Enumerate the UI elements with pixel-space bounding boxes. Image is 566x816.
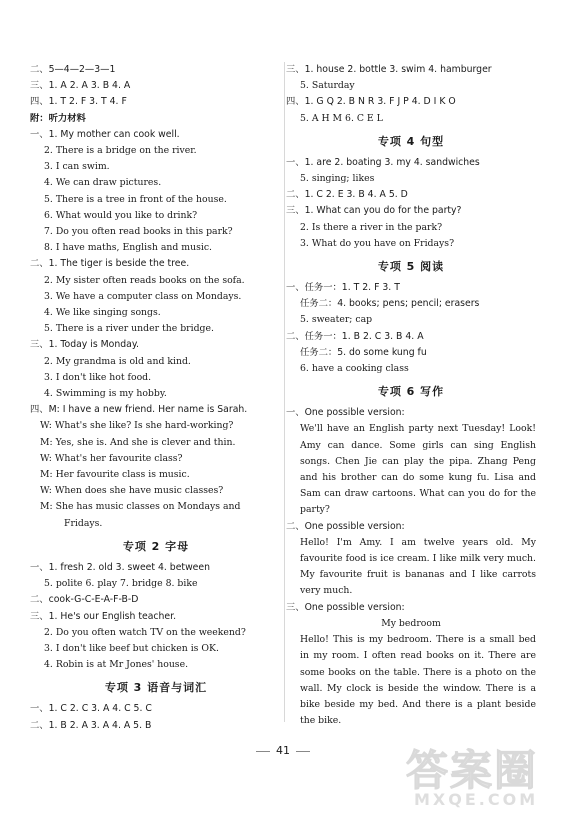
answer-line: M: Her favourite class is music.	[40, 469, 190, 481]
writing-label-3: 三、One possible version:	[286, 601, 405, 613]
section-heading-3: 专项 3 语音与词汇	[104, 681, 208, 695]
answer-line: 5. There is a river under the bridge.	[44, 323, 214, 335]
section-heading-2: 专项 2 字母	[122, 539, 190, 553]
answer-line: 3. We have a computer class on Mondays.	[44, 290, 242, 302]
answer-line: 3. I don't like beef but chicken is OK.	[44, 642, 219, 654]
answer-line: 一、1. C 2. C 3. A 4. C 5. C	[30, 703, 152, 715]
watermark-logo	[396, 738, 546, 810]
watermark-url: MXQE.COM	[414, 790, 539, 809]
answer-line: 二、cook-G-C-E-A-F-B-D	[30, 594, 139, 606]
answer-line: 任务二：4. books; pens; pencil; erasers	[300, 298, 480, 310]
answer-line: 任务二：5. do some kung fu	[300, 346, 427, 358]
watermark-text: 答案圈	[406, 746, 539, 795]
answer-line: 5. A H M 6. C E L	[300, 112, 383, 124]
writing-label-1: 一、One possible version:	[286, 407, 405, 419]
answer-line: 二、任务一：1. B 2. C 3. B 4. A	[286, 330, 424, 342]
answer-line: 2. My grandma is old and kind.	[44, 355, 191, 367]
answer-line: 附：听力材料	[30, 112, 86, 124]
right-column	[286, 62, 536, 729]
answer-line: 三、1. house 2. bottle 3. swim 4. hamburger	[286, 64, 492, 75]
answer-line: 二、1. The tiger is beside the tree.	[30, 258, 190, 270]
answer-line: 2. My sister often reads books on the sofa.	[44, 274, 245, 286]
answer-line: 一、任务一：1. T 2. F 3. T	[286, 282, 400, 294]
answer-line: 2. Is there a river in the park?	[300, 221, 443, 233]
answer-line: 4. We can draw pictures.	[44, 177, 162, 189]
page-number: 41	[0, 744, 566, 757]
answer-line: 6. have a cooking class	[300, 363, 409, 375]
answer-line: W: What's she like? Is she hard-working?	[40, 420, 234, 432]
answer-line: 四、1. G Q 2. B N R 3. F J P 4. D I K O	[286, 96, 456, 108]
answer-line: 4. Robin is at Mr Jones' house.	[44, 659, 189, 671]
answer-line: W: What's her favourite class?	[40, 452, 183, 464]
answer-line: 3. I can swim.	[44, 161, 110, 173]
answer-line: Fridays.	[64, 517, 103, 529]
answer-line: M: Yes, she is. And she is clever and thin.	[40, 436, 236, 448]
answer-line: 一、1. are 2. boating 3. my 4. sandwiches	[286, 156, 480, 168]
answer-line: 四、1. T 2. F 3. T 4. F	[30, 96, 127, 108]
answer-line: 5. singing; likes	[300, 173, 375, 185]
answer-line: 一、1. My mother can cook well.	[30, 128, 180, 140]
answer-line: 6. What would you like to drink?	[44, 209, 198, 221]
writing-sample-2: Hello! I'm Amy. I am twelve years old. My favourite food is ice cream. I like milk very much. My favourite fruit is bananas and I like carrots very much.	[300, 536, 536, 597]
answer-line: 2. There is a bridge on the river.	[44, 145, 197, 157]
answer-line: 8. I have maths, English and music.	[44, 242, 212, 254]
answer-line: 一、1. fresh 2. old 3. sweet 4. between	[30, 561, 211, 573]
writing-sample-1: We'll have an English party next Tuesday! Look! Amy can dance. Some girls can sing English songs. Chen Jie can play the pipa. Zhang Peng and his brother can do some kung fu. Lisa and Sam can draw cartoons. What can you do for the party?	[300, 423, 536, 516]
section-heading-4: 专项 4 句型	[377, 134, 445, 148]
answer-line: 4. We like singing songs.	[44, 307, 161, 319]
writing-title-3: My bedroom	[381, 617, 441, 629]
answer-line: 三、1. What can you do for the party?	[286, 205, 462, 217]
answer-line: 5. Saturday	[300, 80, 355, 92]
answer-line: 3. What do you have on Fridays?	[300, 237, 455, 249]
answer-line: 三、1. He's our English teacher.	[30, 610, 177, 622]
answer-line: 二、5—4—2—3—1	[30, 64, 116, 75]
answer-line: 3. I don't like hot food.	[44, 371, 152, 383]
answer-line: 5. polite 6. play 7. bridge 8. bike	[44, 578, 198, 590]
answer-line: 四、M: I have a new friend. Her name is Sarah.	[30, 404, 248, 416]
section-heading-6: 专项 6 写作	[377, 385, 445, 399]
answer-line: W: When does she have music classes?	[40, 485, 224, 497]
answer-line: 二、1. B 2. A 3. A 4. A 5. B	[30, 719, 152, 731]
column-divider	[284, 62, 285, 722]
left-column	[30, 62, 282, 734]
answer-line: 5. sweater; cap	[300, 314, 373, 326]
answer-line: 7. Do you often read books in this park?	[44, 226, 233, 238]
answer-line: 4. Swimming is my hobby.	[44, 388, 167, 400]
answer-line: 三、1. Today is Monday.	[30, 339, 139, 351]
section-heading-5: 专项 5 阅读	[377, 260, 445, 274]
answer-line: M: She has music classes on Mondays and	[40, 501, 241, 513]
answer-line: 二、1. C 2. E 3. B 4. A 5. D	[286, 189, 408, 201]
answer-line: 三、1. A 2. A 3. B 4. A	[30, 80, 131, 92]
answer-line: 5. There is a tree in front of the house.	[44, 193, 227, 205]
answer-line: 2. Do you often watch TV on the weekend?	[44, 626, 246, 638]
writing-label-2: 二、One possible version:	[286, 520, 405, 532]
writing-sample-3: Hello! This is my bedroom. There is a small bed in my room. I often read books on it. There are some books on the table. There is a photo on the wall. My clock is beside the window. There is a bike beside my bed. And there is a plant beside the bike.	[300, 634, 536, 727]
